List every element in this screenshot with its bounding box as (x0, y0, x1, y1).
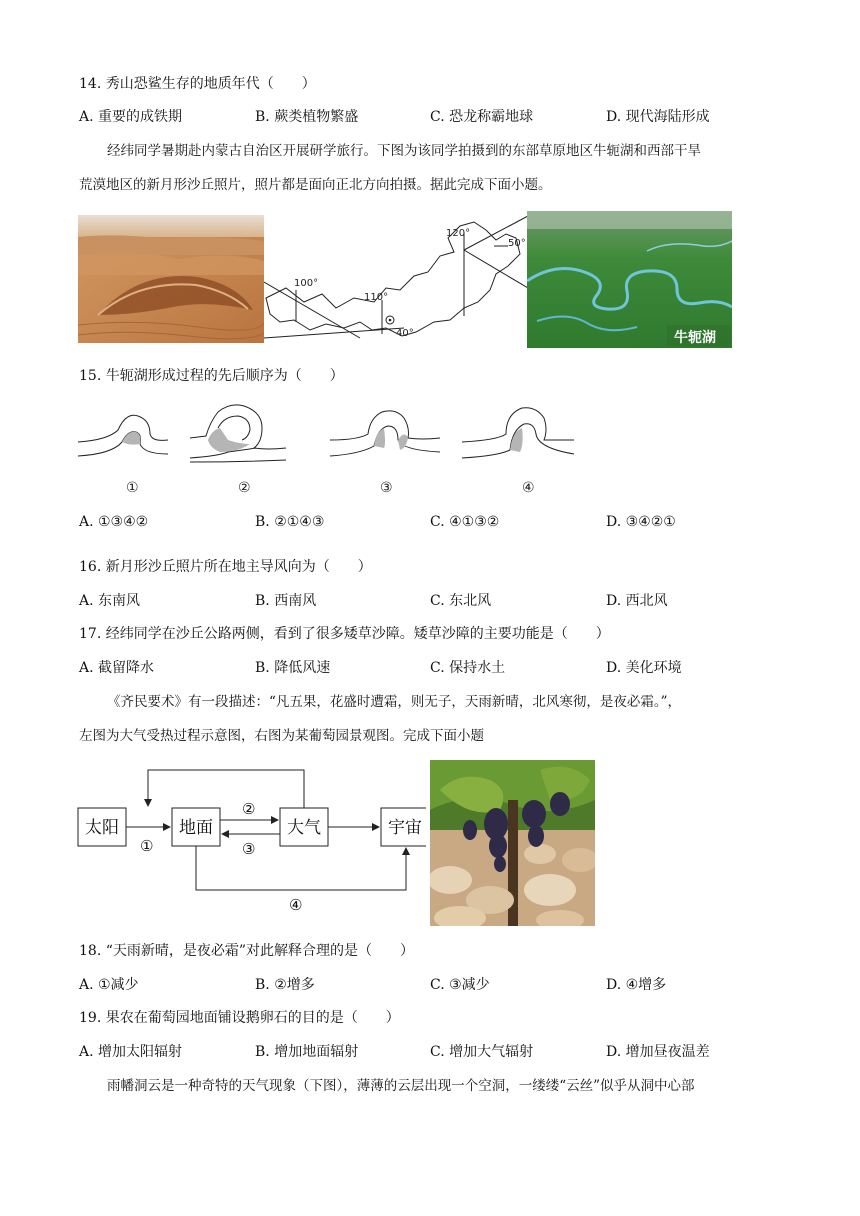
atmosphere-box-label: 大气 (287, 818, 321, 838)
stage-2-label: ② (238, 480, 251, 496)
q17-option-d[interactable]: D. 美化环境 (606, 660, 682, 676)
passage2-line2: 左图为大气受热过程示意图，右图为某葡萄园景观图。完成下面小题 (79, 728, 484, 744)
map-label-110: 110° (364, 292, 389, 303)
oxbow-stages-diagram (78, 400, 588, 500)
map-label-50: 50° (508, 238, 526, 249)
passage1-line1: 经纬同学暑期赴内蒙古自治区开展研学旅行。下图为该同学拍摄到的东部草原地区牛轭湖和西部干旱 (107, 143, 701, 159)
q19-option-a[interactable]: A. 增加太阳辐射 (79, 1044, 183, 1060)
q14-option-d[interactable]: D. 现代海陆形成 (606, 109, 710, 125)
space-box-label: 宇宙 (388, 818, 422, 838)
stage-3-figure (330, 411, 440, 456)
q19-option-c[interactable]: C. 增加大气辐射 (430, 1044, 534, 1060)
inner-mongolia-map (264, 210, 528, 350)
q19-option-d[interactable]: D. 增加昼夜温差 (606, 1044, 710, 1060)
oxbow-lake-photo (527, 211, 732, 348)
q18-option-c[interactable]: C. ③减少 (430, 977, 490, 993)
q19-stem: 19. 果农在葡萄园地面铺设鹅卵石的目的是（ ） (79, 1010, 400, 1026)
map-label-40: 40° (396, 328, 414, 339)
q15-option-d[interactable]: D. ③④②① (606, 514, 676, 530)
oxbow-lake-label: 牛轭湖 (674, 330, 716, 346)
crescent-dune-photo (78, 215, 264, 343)
q16-option-d[interactable]: D. 西北风 (606, 593, 668, 609)
arrow-3-label: ③ (242, 840, 256, 858)
q17-stem: 17. 经纬同学在沙丘公路两侧，看到了很多矮草沙障。矮草沙障的主要功能是（ ） (79, 626, 610, 642)
q16-option-a[interactable]: A. 东南风 (79, 593, 141, 609)
stage-3-label: ③ (380, 480, 393, 496)
vineyard-photo (430, 760, 595, 926)
q14-option-a[interactable]: A. 重要的成铁期 (79, 109, 183, 125)
stage-1-label: ① (126, 480, 139, 496)
q17-option-b[interactable]: B. 降低风速 (255, 660, 331, 676)
stage-1-figure (78, 415, 168, 456)
q18-stem: 18. “天雨新晴，是夜必霜”对此解释合理的是（ ） (79, 943, 415, 959)
q15-option-b[interactable]: B. ②①④③ (255, 514, 325, 530)
q15-option-c[interactable]: C. ④①③② (430, 514, 500, 530)
passage3-line1: 雨幡洞云是一种奇特的天气现象（下图），薄薄的云层出现一个空洞，一缕缕“云丝”似乎从洞中心部 (107, 1078, 695, 1094)
q16-option-c[interactable]: C. 东北风 (430, 593, 492, 609)
q17-option-a[interactable]: A. 截留降水 (79, 660, 155, 676)
arrow-1-label: ① (140, 837, 154, 855)
q19-option-b[interactable]: B. 增加地面辐射 (255, 1044, 359, 1060)
ground-box-label: 地面 (179, 818, 213, 838)
q14-option-c[interactable]: C. 恐龙称霸地球 (430, 109, 534, 125)
passage1-line2: 荒漠地区的新月形沙丘照片，照片都是面向正北方向拍摄。据此完成下面小题。 (79, 177, 552, 193)
q18-option-b[interactable]: B. ②增多 (255, 977, 315, 993)
q18-option-d[interactable]: D. ④增多 (606, 977, 667, 993)
q14-stem: 14. 秀山恐鲨生存的地质年代（ ） (79, 76, 316, 92)
q18-option-a[interactable]: A. ①减少 (79, 977, 139, 993)
q15-option-a[interactable]: A. ①③④② (79, 514, 149, 530)
arrow-4-label: ④ (289, 896, 303, 914)
stage-2-figure (190, 405, 286, 462)
q17-option-c[interactable]: C. 保持水土 (430, 660, 506, 676)
sun-box-label: 太阳 (85, 818, 119, 838)
stage-4-figure (462, 408, 574, 458)
q16-stem: 16. 新月形沙丘照片所在地主导风向为（ ） (79, 559, 372, 575)
map-label-120: 120° (446, 228, 471, 239)
map-label-100: 100° (294, 278, 319, 289)
q16-option-b[interactable]: B. 西南风 (255, 593, 317, 609)
arrow-2-label: ② (242, 800, 256, 818)
q14-option-b[interactable]: B. 蕨类植物繁盛 (255, 109, 359, 125)
q15-stem: 15. 牛轭湖形成过程的先后顺序为（ ） (79, 368, 344, 384)
stage-4-label: ④ (522, 480, 535, 496)
atmosphere-heating-diagram (76, 762, 426, 918)
passage2-line1: 《齐民要术》有一段描述：“凡五果，花盛时遭霜，则无子，天雨新晴，北风寒彻，是夜必霜。”， (107, 694, 682, 710)
